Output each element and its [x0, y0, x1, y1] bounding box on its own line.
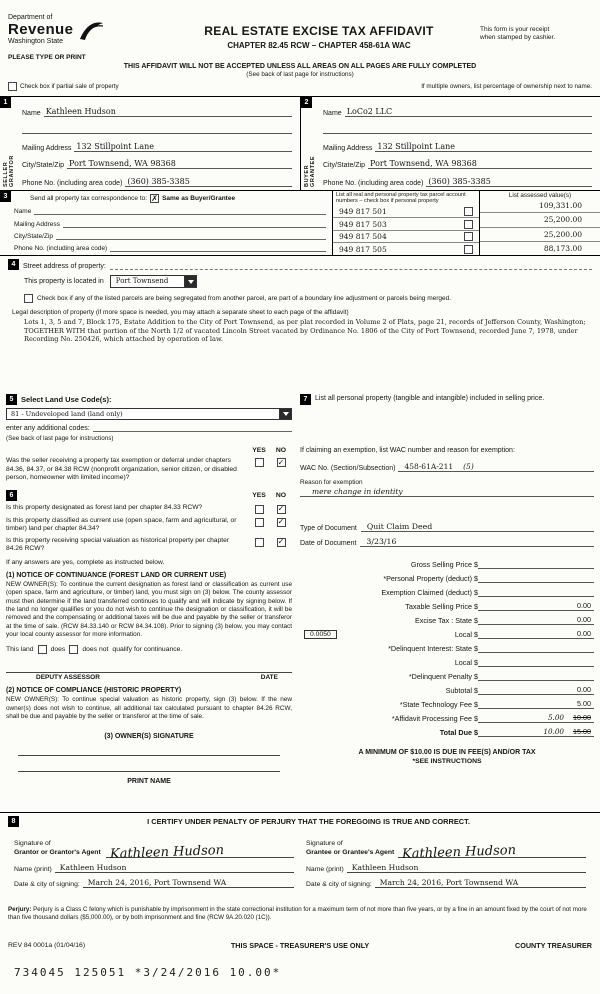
document-date-input[interactable]: 3/23/16 — [360, 537, 594, 547]
corr-csz-input[interactable] — [56, 232, 326, 240]
assessed-value-4[interactable]: 88,173.00 — [543, 243, 582, 253]
grantor-signature: Kathleen Hudson — [109, 843, 225, 862]
total-due-value[interactable] — [478, 727, 594, 737]
rev-number: REV 84 0001a (01/04/16) — [8, 942, 86, 949]
assessed-values-header: List assessed value(s) — [508, 192, 572, 199]
q3-no-checkbox[interactable]: ✓ — [277, 537, 285, 547]
wac-number-input[interactable]: 458-61A-211 (5) — [398, 462, 594, 472]
section-6-number: 6 — [6, 490, 17, 501]
parcel-row — [333, 218, 479, 231]
delinquent-interest-state-input[interactable] — [478, 644, 594, 653]
please-type-label: PLEASE TYPE OR PRINT — [8, 54, 86, 61]
seller-name-extra-line[interactable] — [22, 125, 292, 134]
grantor-date-label: Date & city of signing: — [14, 881, 80, 888]
located-in-label: This property is located in — [24, 278, 104, 285]
buyer-mailing-label: Mailing Address — [323, 144, 373, 152]
excise-tax-local-value[interactable]: 0.00 — [478, 629, 594, 639]
parties-section — [0, 96, 600, 191]
local-rate-box: 0.0050 — [304, 630, 337, 639]
deputy-assessor-line[interactable] — [6, 672, 292, 681]
grantor-print-label: Name (print) — [14, 866, 52, 873]
gross-selling-price-input[interactable] — [478, 560, 594, 569]
grantee-signature-label: Signature of Grantee or Grantee's Agent — [306, 840, 395, 857]
grantor-date-input[interactable]: March 24, 2016, Port Townsend WA — [83, 878, 294, 888]
parcel-row — [333, 243, 479, 255]
assessed-value-2[interactable]: 25,200.00 — [480, 213, 600, 227]
section-4-number: 4 — [8, 259, 19, 270]
seller-name-value[interactable]: Kathleen Hudson — [44, 107, 292, 117]
logo-dept-line: Department of — [8, 14, 53, 21]
total-due-handwritten: 10.00 — [543, 727, 564, 736]
document-type-label: Type of Document — [300, 525, 357, 532]
personal-property-input-area[interactable] — [300, 405, 594, 447]
buyer-grantee-side-label: BUYER GRANTEE — [304, 155, 316, 187]
grantor-signature-label: Signature of Grantor or Grantor's Agent — [14, 840, 101, 857]
segregated-label: Check box if any of the listed parcels are being segregated from another parcel, are part of a boundary line adjustment or parcels being merged. — [37, 295, 452, 302]
current-use-question: Is this property classified as current use (open space, farm and agricultural, or timber) land per chapter 84.34? ✓ — [6, 516, 285, 533]
personal-property-checkbox-1[interactable] — [464, 207, 473, 216]
legal-description-label: Legal description of property (if more space is needed, you may attach a separate sheet to each page of the affidavit) — [12, 309, 349, 316]
q0-yes-checkbox[interactable] — [255, 458, 264, 467]
additional-codes-input[interactable] — [93, 424, 292, 432]
buyer-name-label: Name — [323, 109, 342, 117]
dor-flag-icon — [78, 19, 104, 41]
city-dropdown[interactable] — [110, 275, 198, 288]
grantee-print-label: Name (print) — [306, 866, 344, 873]
personal-property-label: List all personal property (tangible and intangible) included in selling price. — [315, 395, 545, 402]
same-as-buyer-checkbox[interactable]: ✗ — [151, 193, 158, 203]
seller-name-label: Name — [22, 109, 41, 117]
certify-statement: I CERTIFY UNDER PENALTY OF PERJURY THAT THE FOREGOING IS TRUE AND CORRECT. — [147, 817, 470, 826]
wac-number-label: WAC No. (Section/Subsection) — [300, 465, 396, 472]
buyer-name-extra-line[interactable] — [323, 125, 592, 134]
see-back-note: (See back of last page for instructions) — [246, 71, 354, 78]
grantee-print-name-input[interactable]: Kathleen Hudson — [347, 863, 586, 873]
see-instructions-note: *SEE INSTRUCTIONS — [412, 758, 482, 765]
does-checkbox[interactable] — [38, 645, 47, 654]
send-correspondence-label: Send all property tax correspondence to: — [30, 195, 148, 202]
personal-property-checkbox-3[interactable] — [464, 232, 473, 241]
corr-mailing-input[interactable] — [63, 220, 326, 228]
see-back-note-2: (See back of last page for instructions) — [6, 435, 114, 442]
continuance-qualify-line: This land does does not qualify for continuance. — [6, 646, 183, 654]
corr-mailing-label: Mailing Address — [14, 220, 60, 228]
land-use-code-dropdown[interactable] — [6, 408, 292, 420]
parcel-row — [333, 231, 479, 244]
parcel-number-1[interactable]: 949 817 501 — [339, 207, 387, 217]
exemption-reason-label: Reason for exemption — [300, 479, 363, 486]
wac-handwritten-subsection: (5) — [463, 462, 474, 471]
dropdown-arrow-icon[interactable] — [279, 409, 291, 419]
footer-row — [8, 941, 592, 950]
partial-sale-checkbox[interactable] — [8, 82, 17, 91]
if-yes-note: If any answers are yes, complete as instructed below. — [6, 559, 165, 567]
segregated-checkbox[interactable] — [24, 294, 33, 303]
grantee-signature-input[interactable] — [398, 834, 586, 862]
buyer-name-value[interactable]: LoCo2 LLC — [345, 107, 592, 117]
logo-state-line: Washington State — [8, 38, 63, 45]
q3-yes-checkbox[interactable] — [255, 538, 264, 547]
selling-price-column — [300, 394, 594, 765]
exemption-claimed-input[interactable] — [478, 588, 594, 597]
page-title: REAL ESTATE EXCISE TAX AFFIDAVIT — [204, 24, 434, 38]
seller-phone-label: Phone No. (including area code) — [22, 179, 123, 187]
subtotal-value[interactable]: 0.00 — [478, 685, 594, 695]
notice-compliance-title: (2) NOTICE OF COMPLIANCE (HISTORIC PROPERTY) — [6, 687, 182, 695]
section-2-number: 2 — [301, 97, 312, 108]
section-1-number: 1 — [0, 97, 11, 108]
seller-csz-value[interactable]: Port Townsend, WA 98368 — [67, 159, 292, 169]
excise-tax-computation: Gross Selling Price $ *Personal Property (deduct) $ Exemption Claimed (deduct) $ Taxable Selling Price $ 0.00 Excise Tax : State $ 0.00 0.0050 Local $ 0.00 *Delinquent Interest: State $ Local $ *Delinquent Penalty $ Subtotal $ 0.00 *State Technology Fee $ 5.00 *Affidavit Processing Fee $ 5.00 10.00 Total Due $ 10.00 15.00 — [300, 555, 594, 737]
print-name-label: PRINT NAME — [127, 778, 171, 786]
grantor-signature-block — [8, 832, 300, 888]
notice-continuance-text: NEW OWNER(S): To continue the current designation as forest land or classification as current use (open space, farm and agriculture, or timber) land, you must sign on (3) below. The county assessor must then determine if the land transferred continues to qualify and will indicate by signing below. If the land no longer qualifies or you do not wish to continue the designation or classification, it will be removed and the compensating or additional taxes will be due and payable by the seller or transferor at the time of sale. (RCW 84.33.140 or RCW 84.34.108). Prior to signing (3) below, you may contact your local county assessor for more information. — [6, 581, 292, 639]
q2-no-checkbox[interactable]: ✓ — [277, 517, 285, 527]
additional-codes-label: enter any additional codes: — [6, 425, 90, 432]
owners-signature-title: (3) OWNER(S) SIGNATURE — [104, 733, 194, 741]
dropdown-arrow-icon[interactable] — [184, 276, 196, 287]
exemption-reason-input[interactable]: mere change in identity — [300, 487, 594, 497]
section-3-number: 3 — [0, 191, 11, 202]
chapter-subtitle: CHAPTER 82.45 RCW – CHAPTER 458-61A WAC — [227, 41, 411, 50]
q1-no-checkbox[interactable]: ✓ — [277, 504, 285, 514]
perjury-statement: Perjury: Perjury is a Class C felony which is punishable by imprisonment in the state correctional institution for a maximum term of not more than five years, or by a fine in an amount fixed by the court of not more than five thousand dollars ($5,000.00), or by both imprisonment and fine (RCW 9A.20.020 (1C)). — [8, 906, 587, 922]
delinquent-penalty-input[interactable] — [478, 672, 594, 681]
land-use-title: Select Land Use Code(s): — [21, 395, 112, 404]
certification-section — [0, 812, 600, 904]
corr-phone-label: Phone No. (including area code) — [14, 245, 108, 252]
parcel-number-4[interactable]: 949 817 505 — [339, 244, 387, 254]
buyer-csz-value[interactable]: Port Townsend, WA 98368 — [368, 159, 592, 169]
minimum-due-note: A MINIMUM OF $10.00 IS DUE IN FEE(S) AND/OR TAX — [358, 749, 536, 756]
cashier-stamp: 734045 125051 *3/24/2016 10.00* — [14, 966, 282, 979]
document-type-input[interactable]: Quit Claim Deed — [361, 522, 594, 532]
grantee-signature: Kathleen Hudson — [401, 843, 517, 862]
delinquent-interest-local-input[interactable] — [478, 658, 594, 667]
dor-logo — [8, 14, 158, 61]
receipt-note: This form is your receipt when stamped by cashier. — [480, 26, 556, 42]
seller-grantor-side-label: SELLER GRANTOR — [3, 155, 15, 187]
section-5-number: 5 — [6, 394, 17, 405]
exemption-deferral-question: Was the seller receiving a property tax exemption or deferral under chapters 84.36, 84.37, or 84.38 RCW (nonprofit organization, senior citizen, or disabled person, homeowner with limited income)? ✓ — [6, 457, 285, 482]
section-8-number: 8 — [8, 816, 19, 827]
buyer-section — [300, 97, 600, 190]
deputy-assessor-label: DEPUTY ASSESSOR — [36, 674, 100, 682]
seller-csz-label: City/State/Zip — [22, 162, 65, 170]
assessed-value-1[interactable]: 109,331.00 — [480, 199, 600, 213]
grantee-signature-block — [300, 832, 592, 888]
forest-land-question: Is this property designated as forest land per chapter 84.33 RCW? ✓ — [6, 503, 285, 514]
deputy-date-label: DATE — [260, 674, 278, 682]
state-technology-fee-value[interactable]: 5.00 — [478, 699, 594, 709]
notice-continuance-title: (1) NOTICE OF CONTINUANCE (FOREST LAND OR CURRENT USE) — [6, 572, 227, 580]
yes-no-header: YES NO — [252, 447, 287, 454]
county-treasurer-label: COUNTY TREASURER — [515, 941, 592, 950]
land-use-column — [6, 394, 292, 785]
q0-no-checkbox[interactable]: ✓ — [277, 457, 285, 467]
taxable-selling-price-value[interactable]: 0.00 — [478, 601, 594, 611]
buyer-mailing-value[interactable]: 132 Stillpoint Lane — [375, 142, 592, 152]
parcel-list-header: List all real and personal property tax parcel account numbers – check box if personal property — [336, 192, 466, 205]
grantor-signature-input[interactable] — [106, 834, 294, 862]
does-not-checkbox[interactable] — [69, 645, 78, 654]
personal-property-deduct-input[interactable] — [478, 574, 594, 583]
owners-signature-line-1[interactable] — [18, 740, 280, 756]
land-use-code-value: 81 - Undeveloped land (land only) — [11, 410, 123, 418]
notice-compliance-text: NEW OWNER(S): To continue special valuation as historic property, sign (3) below. If the new owner(s) does not wish to continue, all additional tax calculated pursuant to chapter 84.26 RCW, shall be due and payable by the seller or transferor at the time of sale. — [6, 696, 292, 720]
treasurer-space-label: THIS SPACE - TREASURER'S USE ONLY — [230, 941, 370, 950]
logo-revenue-line: Revenue — [8, 21, 74, 38]
buyer-csz-label: City/State/Zip — [323, 162, 366, 170]
parcel-number-3[interactable]: 949 817 504 — [339, 232, 387, 242]
buyer-phone-value[interactable]: (360) 385-3385 — [426, 177, 592, 187]
warning-line: THIS AFFIDAVIT WILL NOT BE ACCEPTED UNLESS ALL AREAS ON ALL PAGES ARE FULLY COMPLETED — [123, 63, 477, 70]
buyer-phone-label: Phone No. (including area code) — [323, 179, 424, 187]
multiple-owners-note: If multiple owners, list percentage of ownership next to name. — [421, 83, 592, 90]
seller-section — [0, 97, 300, 190]
affidavit-processing-fee-value[interactable] — [478, 713, 594, 723]
form-header — [8, 14, 592, 91]
grantee-date-input[interactable]: March 24, 2016, Port Townsend WA — [375, 878, 586, 888]
same-as-buyer-label: Same as Buyer/Grantee — [162, 195, 236, 202]
partial-sale-label: Check box if partial sale of property — [20, 83, 119, 90]
exemption-claim-label: If claiming an exemption, list WAC number and reason for exemption: — [300, 447, 515, 454]
q1-yes-checkbox[interactable] — [255, 505, 264, 514]
corr-name-input[interactable] — [34, 207, 326, 215]
property-section — [0, 256, 600, 347]
corr-csz-label: City/State/Zip — [14, 232, 54, 240]
processing-fee-handwritten: 5.00 — [547, 713, 564, 722]
personal-property-checkbox-4[interactable] — [464, 245, 473, 254]
street-address-label: Street address of property: — [23, 263, 106, 270]
seller-mailing-value[interactable]: 132 Stillpoint Lane — [74, 142, 292, 152]
section-7-number: 7 — [300, 394, 311, 405]
corr-phone-input[interactable] — [110, 244, 326, 252]
total-due-struck: 15.00 — [573, 727, 591, 736]
legal-description-text[interactable]: Lots 1, 3, 5 and 7, Block 175, Estate Addition to the City of Port Townsend, as per plat recorded in Volume 2 of Plats, page 21, records of Jefferson County, Washington; TOGETHER WITH that portion of the North 1/2 of vacated Lincoln Street vacated by Ordinance No. 1806 of the City of Port Townsend, recorded June 7, 1978, under Recording No. 250426, which attached by operation of law. — [24, 318, 586, 344]
correspondence-section — [0, 191, 600, 256]
grantor-print-name-input[interactable]: Kathleen Hudson — [55, 863, 294, 873]
parcel-row — [333, 206, 479, 219]
personal-property-checkbox-2[interactable] — [464, 220, 473, 229]
owners-signature-line-2[interactable] — [18, 756, 280, 772]
processing-fee-struck: 10.00 — [573, 713, 591, 722]
yes-no-header-2: YES NO — [252, 491, 287, 499]
seller-phone-value[interactable]: (360) 385-3385 — [125, 177, 292, 187]
street-address-input[interactable] — [110, 262, 592, 270]
parcel-number-2[interactable]: 949 817 503 — [339, 219, 387, 229]
document-date-label: Date of Document — [300, 540, 357, 547]
city-dropdown-value: Port Townsend — [115, 277, 169, 285]
grantee-date-label: Date & city of signing: — [306, 881, 372, 888]
assessed-value-3[interactable]: 25,200.00 — [480, 228, 600, 242]
corr-name-label: Name — [14, 208, 32, 216]
q2-yes-checkbox[interactable] — [255, 518, 264, 527]
seller-mailing-label: Mailing Address — [22, 144, 72, 152]
historic-property-question: Is this property receiving special valuation as historical property per chapter 84.26 RCW? ✓ — [6, 536, 285, 553]
excise-tax-state-value[interactable]: 0.00 — [478, 615, 594, 625]
